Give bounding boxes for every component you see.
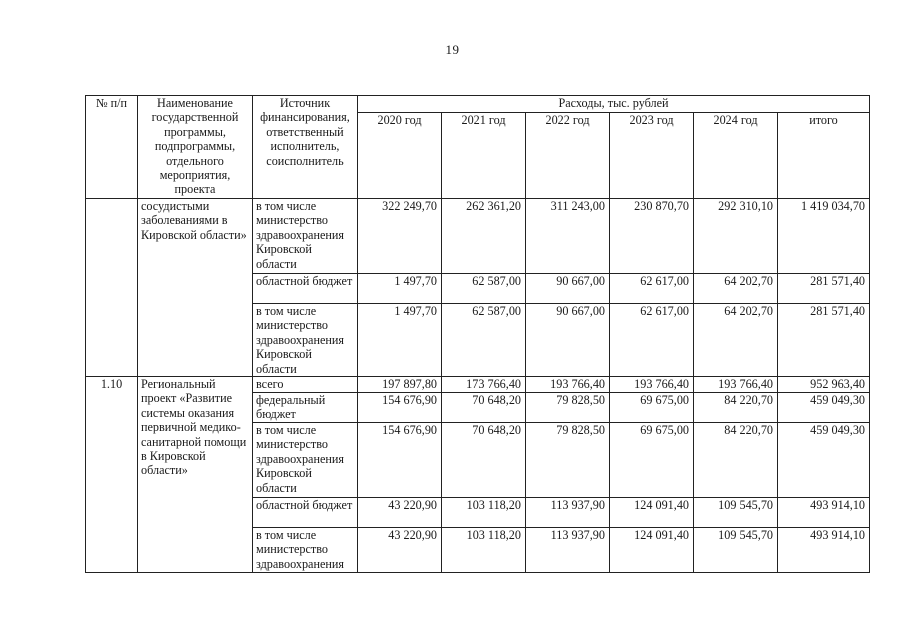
funding-source: федеральный бюджет xyxy=(253,393,358,423)
total-cell: 493 914,10 xyxy=(778,528,870,573)
funding-source: в том числе министерство здравоохранения Кировской области xyxy=(253,304,358,377)
value-cell: 173 766,40 xyxy=(442,377,526,393)
value-cell: 124 091,40 xyxy=(610,528,694,573)
header-year: 2021 год xyxy=(442,113,526,199)
funding-source: областной бюджет xyxy=(253,498,358,528)
value-cell: 113 937,90 xyxy=(526,528,610,573)
header-num: № п/п xyxy=(86,96,138,199)
total-cell: 952 963,40 xyxy=(778,377,870,393)
value-cell: 79 828,50 xyxy=(526,423,610,498)
row-name: Региональный проект «Развитие системы оказания первичной медико-санитарной помощи в Кировской области» xyxy=(138,377,253,573)
total-cell: 459 049,30 xyxy=(778,423,870,498)
budget-table xyxy=(85,95,870,573)
value-cell: 109 545,70 xyxy=(694,528,778,573)
total-cell: 493 914,10 xyxy=(778,498,870,528)
value-cell: 292 310,10 xyxy=(694,199,778,274)
value-cell: 62 617,00 xyxy=(610,274,694,304)
value-cell: 1 497,70 xyxy=(358,304,442,377)
value-cell: 124 091,40 xyxy=(610,498,694,528)
value-cell: 154 676,90 xyxy=(358,423,442,498)
value-cell: 103 118,20 xyxy=(442,498,526,528)
value-cell: 62 617,00 xyxy=(610,304,694,377)
value-cell: 64 202,70 xyxy=(694,304,778,377)
value-cell: 79 828,50 xyxy=(526,393,610,423)
value-cell: 90 667,00 xyxy=(526,304,610,377)
value-cell: 197 897,80 xyxy=(358,377,442,393)
table-row xyxy=(86,199,870,274)
header-total: итого xyxy=(778,113,870,199)
value-cell: 193 766,40 xyxy=(610,377,694,393)
value-cell: 193 766,40 xyxy=(694,377,778,393)
header-year: 2020 год xyxy=(358,113,442,199)
header-year: 2024 год xyxy=(694,113,778,199)
value-cell: 43 220,90 xyxy=(358,528,442,573)
value-cell: 311 243,00 xyxy=(526,199,610,274)
row-number xyxy=(86,199,138,377)
value-cell: 70 648,20 xyxy=(442,393,526,423)
funding-source: в том числе министерство здравоохранения Кировской области xyxy=(253,199,358,274)
value-cell: 193 766,40 xyxy=(526,377,610,393)
header-source: Источник финансирования, ответственный исполнитель, соисполнитель xyxy=(253,96,358,199)
value-cell: 154 676,90 xyxy=(358,393,442,423)
value-cell: 84 220,70 xyxy=(694,423,778,498)
funding-source: в том числе министерство здравоохранения Кировской области xyxy=(253,423,358,498)
row-name: сосудистыми заболеваниями в Кировской области» xyxy=(138,199,253,377)
total-cell: 281 571,40 xyxy=(778,274,870,304)
value-cell: 322 249,70 xyxy=(358,199,442,274)
total-cell: 1 419 034,70 xyxy=(778,199,870,274)
value-cell: 230 870,70 xyxy=(610,199,694,274)
value-cell: 103 118,20 xyxy=(442,528,526,573)
value-cell: 262 361,20 xyxy=(442,199,526,274)
value-cell: 113 937,90 xyxy=(526,498,610,528)
value-cell: 109 545,70 xyxy=(694,498,778,528)
funding-source: областной бюджет xyxy=(253,274,358,304)
value-cell: 84 220,70 xyxy=(694,393,778,423)
header-name: Наименование государственной программы, подпрограммы, отдельного мероприятия, проекта xyxy=(138,96,253,199)
value-cell: 69 675,00 xyxy=(610,423,694,498)
value-cell: 62 587,00 xyxy=(442,304,526,377)
value-cell: 90 667,00 xyxy=(526,274,610,304)
value-cell: 64 202,70 xyxy=(694,274,778,304)
funding-source: всего xyxy=(253,377,358,393)
value-cell: 69 675,00 xyxy=(610,393,694,423)
value-cell: 43 220,90 xyxy=(358,498,442,528)
total-cell: 459 049,30 xyxy=(778,393,870,423)
value-cell: 1 497,70 xyxy=(358,274,442,304)
funding-source: в том числе министерство здравоохранения xyxy=(253,528,358,573)
header-year: 2023 год xyxy=(610,113,694,199)
value-cell: 62 587,00 xyxy=(442,274,526,304)
total-cell: 281 571,40 xyxy=(778,304,870,377)
row-number: 1.10 xyxy=(86,377,138,573)
value-cell: 70 648,20 xyxy=(442,423,526,498)
header-expenses: Расходы, тыс. рублей xyxy=(358,96,870,113)
header-year: 2022 год xyxy=(526,113,610,199)
page-number: 19 xyxy=(445,42,460,57)
table-row xyxy=(86,377,870,393)
